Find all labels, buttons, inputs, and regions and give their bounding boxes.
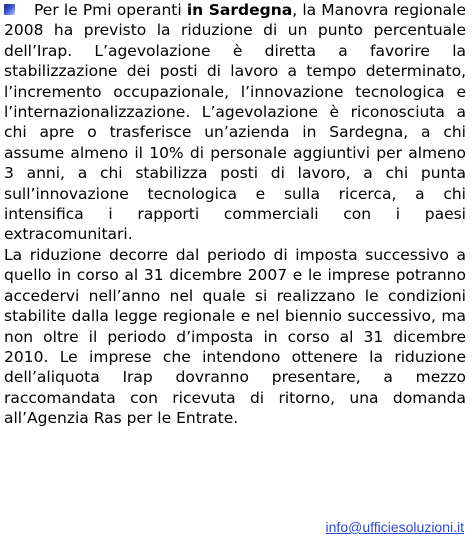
article-body (4, 0, 466, 429)
square-bullet-icon (4, 4, 15, 15)
email-link[interactable]: info@ufficiesoluzioni.it (325, 519, 464, 535)
region-highlight: in Sardegna (186, 1, 293, 19)
paragraph-2: La riduzione decorre dal periodo di imposta successivo a quello in corso al 31 dicembre 2007 e le imprese potranno accedervi nell’anno nel quale si realizzano le condizioni stabilite dalla legge regionale e nel biennio successivo, ma non oltre il periodo d’imposta in corso al 31 dicembre 2010. Le imprese che intendono ottenere la riduzione dell’aliquota Irap dovranno presentare, a mezzo raccomandata con ricevuta di ritorno, una domanda all’Agenzia Ras per le Entrate. (4, 245, 466, 428)
paragraph-1-text: , la Manovra regionale 2008 ha previsto la riduzione di un punto percentuale dell’Irap. L’agevolazione è diretta a favorire la stabilizzazione dei posti di lavoro a tempo determinato, l’incremento occupazionale, l’innovazione tecnologica e l’internazionalizzazione. L’agevolazione è riconosciuta a chi apre o trasferisce un’azienda in Sardegna, a chi assume almeno il 10% di personale aggiuntivi per almeno 3 anni, a chi stabilizza posti di lavoro, a chi punta sull’innovazione tecnologica e sulla ricerca, a chi intensifica i rapporti commerciali con i paesi extracomunitari. (4, 1, 466, 244)
paragraph-1 (4, 0, 466, 245)
paragraph-1-intro: Per le Pmi operanti (34, 1, 187, 19)
